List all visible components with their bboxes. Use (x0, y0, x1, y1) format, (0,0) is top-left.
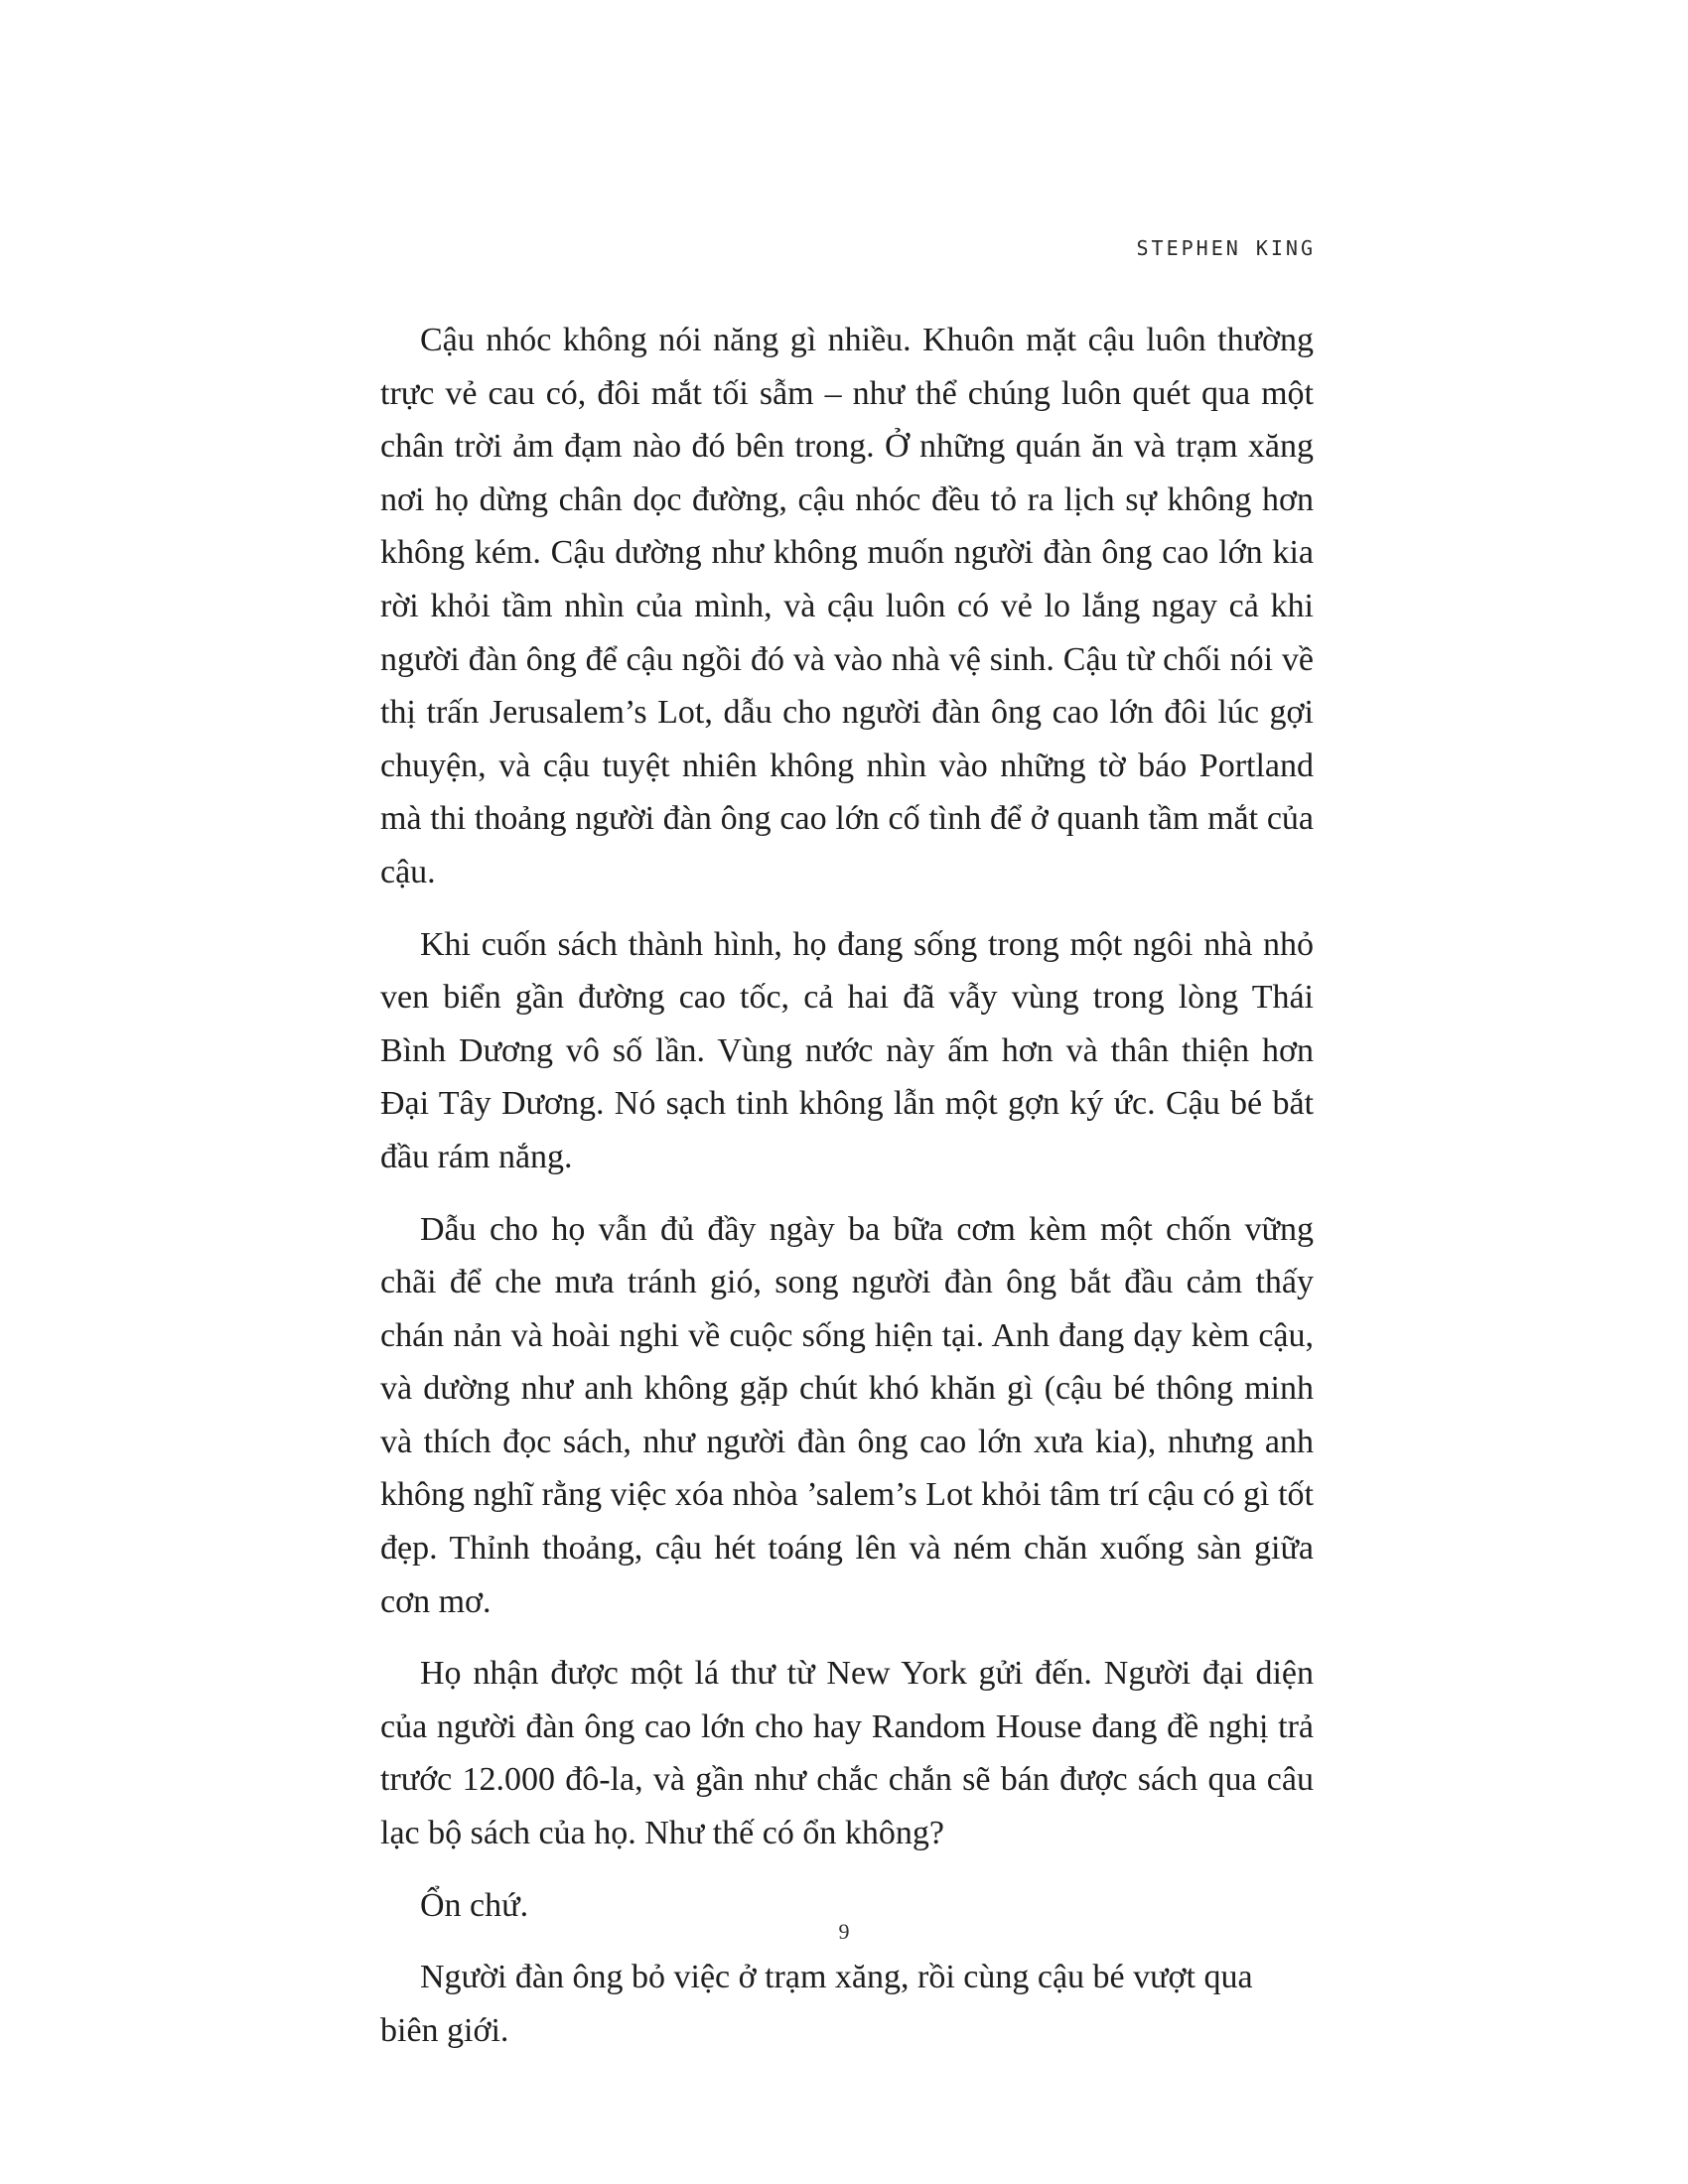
paragraph-2: Khi cuốn sách thành hình, họ đang sống trong một ngôi nhà nhỏ ven biển gần đường cao tốc, cả hai đã vẫy vùng trong lòng Thái Bình Dương vô số lần. Vùng nước này ấm hơn và thân thiện hơn Đại Tây Dương. Nó sạch tinh không lẫn một gợn ký ức. Cậu bé bắt đầu rám nắng. (380, 925, 1314, 1175)
paragraph-6: Người đàn ông bỏ việc ở trạm xăng, rồi cùng cậu bé vượt qua biên giới. (380, 1959, 1253, 2049)
paragraph-1: Cậu nhóc không nói năng gì nhiều. Khuôn mặt cậu luôn thường trực vẻ cau có, đôi mắt tối sẫm – như thể chúng luôn quét qua một chân trời ảm đạm nào đó bên trong. Ở những quán ăn và trạm xăng nơi họ dừng chân dọc đường, cậu nhóc đều tỏ ra lịch sự không hơn không kém. Cậu dường như không muốn người đàn ông cao lớn kia rời khỏi tầm nhìn của mình, và cậu luôn có vẻ lo lắng ngay cả khi người đàn ông để cậu ngồi đó và vào nhà vệ sinh. Cậu từ chối nói về thị trấn Jerusalem’s Lot, dẫu cho người đàn ông cao lớn đôi lúc gợi chuyện, và cậu tuyệt nhiên không nhìn vào những tờ báo Portland mà thi thoảng người đàn ông cao lớn cố tình để ở quanh tầm mắt của cậu. (380, 322, 1314, 890)
paragraph-4: Họ nhận được một lá thư từ New York gửi đến. Người đại diện của người đàn ông cao lớn cho hay Random House đang đề nghị trả trước 12.000 đô-la, và gần như chắc chắn sẽ bán được sách qua câu lạc bộ sách của họ. Như thế có ổn không? (380, 1655, 1314, 1852)
page-number: 9 (838, 1919, 850, 1944)
paragraph-5: Ổn chứ. (420, 1886, 529, 1924)
running-header-author: STEPHEN KING (1136, 236, 1316, 260)
body-text (380, 314, 1314, 2076)
paragraph-3: Dẫu cho họ vẫn đủ đầy ngày ba bữa cơm kèm một chốn vững chãi để che mưa tránh gió, song người đàn ông bắt đầu cảm thấy chán nản và hoài nghi về cuộc sống hiện tại. Anh đang dạy kèm cậu, và dường như anh không gặp chút khó khăn gì (cậu bé thông minh và thích đọc sách, như người đàn ông cao lớn xưa kia), nhưng anh không nghĩ rằng việc xóa nhòa ’salem’s Lot khỏi tâm trí cậu có gì tốt đẹp. Thỉnh thoảng, cậu hét toáng lên và ném chăn xuống sàn giữa cơn mơ. (380, 1210, 1314, 1620)
